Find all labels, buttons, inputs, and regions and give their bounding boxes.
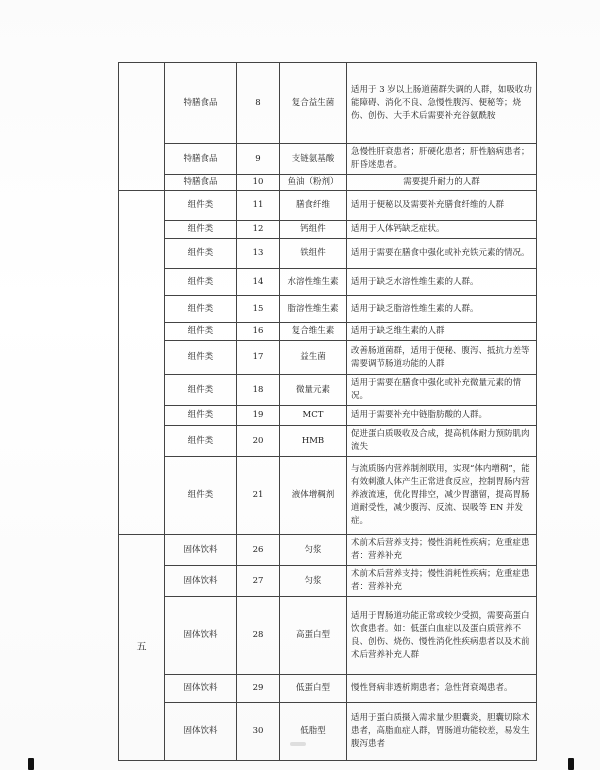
- table-row: [119, 675, 537, 703]
- number-cell: 27: [237, 566, 280, 597]
- product-name-cell: 微量元素: [280, 375, 347, 406]
- description-cell: 适用于需要在膳食中强化或补充铁元素的情况。: [347, 239, 537, 269]
- category-cell: 组件类: [165, 341, 237, 375]
- table-row: [119, 323, 537, 341]
- product-name-cell: 益生菌: [280, 341, 347, 375]
- category-cell: 固体饮料: [165, 675, 237, 703]
- table-row: [119, 144, 537, 175]
- product-name-cell: 匀浆: [280, 566, 347, 597]
- number-cell: 8: [237, 63, 280, 144]
- number-cell: 21: [237, 457, 280, 535]
- description-cell: 适用于缺乏水溶性维生素的人群。: [347, 269, 537, 296]
- product-name-cell: 低脂型: [280, 703, 347, 761]
- description-cell: 改善肠道菌群，适用于便秘、腹泻、抵抗力差等需要调节肠道功能的人群: [347, 341, 537, 375]
- product-name-cell: 低蛋白型: [280, 675, 347, 703]
- description-cell: 适用于缺乏脂溶性维生素的人群。: [347, 296, 537, 323]
- table-row: [119, 221, 537, 239]
- table-row: [119, 63, 537, 144]
- number-cell: 14: [237, 269, 280, 296]
- description-cell: 适用于需要在膳食中强化或补充微量元素的情况。: [347, 375, 537, 406]
- table-row: [119, 175, 537, 191]
- product-table: [118, 62, 537, 761]
- product-name-cell: HMB: [280, 426, 347, 457]
- section-cell-empty: [119, 191, 165, 535]
- number-cell: 10: [237, 175, 280, 191]
- product-name-cell: 复合益生菌: [280, 63, 347, 144]
- description-cell: 需要提升耐力的人群: [347, 175, 537, 191]
- description-cell: 促进蛋白质吸收及合成，提高机体耐力预防肌肉流失: [347, 426, 537, 457]
- table-row: [119, 426, 537, 457]
- number-cell: 18: [237, 375, 280, 406]
- table-row: [119, 566, 537, 597]
- category-cell: 组件类: [165, 323, 237, 341]
- product-name-cell: 钙组件: [280, 221, 347, 239]
- table-row: [119, 341, 537, 375]
- number-cell: 30: [237, 703, 280, 761]
- category-cell: 组件类: [165, 221, 237, 239]
- number-cell: 29: [237, 675, 280, 703]
- table-row: [119, 239, 537, 269]
- number-cell: 26: [237, 535, 280, 566]
- category-cell: 组件类: [165, 191, 237, 221]
- number-cell: 12: [237, 221, 280, 239]
- number-cell: 20: [237, 426, 280, 457]
- product-name-cell: 膳食纤维: [280, 191, 347, 221]
- description-cell: 适用于便秘以及需要补充膳食纤维的人群: [347, 191, 537, 221]
- product-name-cell: 鱼油（粉剂）: [280, 175, 347, 191]
- number-cell: 15: [237, 296, 280, 323]
- table-row: [119, 406, 537, 426]
- category-cell: 特膳食品: [165, 63, 237, 144]
- category-cell: 组件类: [165, 296, 237, 323]
- table-row: [119, 375, 537, 406]
- table-row: [119, 191, 537, 221]
- product-name-cell: 水溶性维生素: [280, 269, 347, 296]
- description-cell: 急慢性肝衰患者；肝硬化患者；肝性脑病患者；肝昏迷患者。: [347, 144, 537, 175]
- category-cell: 固体饮料: [165, 703, 237, 761]
- description-cell: 适用于人体钙缺乏症状。: [347, 221, 537, 239]
- category-cell: 组件类: [165, 426, 237, 457]
- category-cell: 特膳食品: [165, 175, 237, 191]
- number-cell: 13: [237, 239, 280, 269]
- description-cell: 适用于需要补充中链脂肪酸的人群。: [347, 406, 537, 426]
- category-cell: 组件类: [165, 239, 237, 269]
- number-cell: 9: [237, 144, 280, 175]
- description-cell: 术前术后营养支持；慢性消耗性疾病；危重症患者：营养补充: [347, 566, 537, 597]
- product-name-cell: MCT: [280, 406, 347, 426]
- category-cell: 特膳食品: [165, 144, 237, 175]
- section-cell-empty: [119, 63, 165, 191]
- scan-corner-mark-left: [28, 758, 34, 770]
- description-cell: 适用于 3 岁以上肠道菌群失调的人群，如吸收功能障碍、消化不良、急慢性腹泻、便秘等；烧伤、创伤、大手术后需要补充谷氨酰胺: [347, 63, 537, 144]
- description-cell: 适用于缺乏维生素的人群: [347, 323, 537, 341]
- category-cell: 固体饮料: [165, 597, 237, 675]
- scan-corner-mark-right: [568, 758, 574, 770]
- product-name-cell: 铁组件: [280, 239, 347, 269]
- category-cell: 组件类: [165, 269, 237, 296]
- product-name-cell: 脂溶性维生素: [280, 296, 347, 323]
- description-cell: 术前术后营养支持；慢性消耗性疾病；危重症患者：营养补充: [347, 535, 537, 566]
- category-cell: 组件类: [165, 406, 237, 426]
- product-name-cell: 液体增稠剂: [280, 457, 347, 535]
- product-name-cell: 复合维生素: [280, 323, 347, 341]
- scan-smudge: [290, 742, 306, 746]
- table-row: [119, 269, 537, 296]
- category-cell: 组件类: [165, 375, 237, 406]
- section-label: 五: [119, 535, 165, 761]
- number-cell: 16: [237, 323, 280, 341]
- table-row: [119, 457, 537, 535]
- description-cell: 慢性肾病非透析期患者；急性肾衰竭患者。: [347, 675, 537, 703]
- description-cell: 适用于蛋白质摄入需求量少胆囊炎，胆囊切除术患者，高脂血症人群，胃肠道功能较差，易发生腹泻患者: [347, 703, 537, 761]
- table-row: [119, 597, 537, 675]
- product-name-cell: 高蛋白型: [280, 597, 347, 675]
- table-row: [119, 703, 537, 761]
- category-cell: 固体饮料: [165, 566, 237, 597]
- number-cell: 17: [237, 341, 280, 375]
- description-cell: 适用于胃肠道功能正常或较少受损，需要高蛋白饮食患者。如：低蛋白血症以及蛋白质营养不良、创伤、烧伤、慢性消化性疾病患者以及术前术后营养补充人群: [347, 597, 537, 675]
- description-cell: 与流质肠内营养制剂联用，实现“体内增稠”，能有效刺激人体产生正常进食反应，控制胃肠内营养液流速，优化胃排空，减少胃潴留，提高胃肠道耐受性，减少腹泻、反流、误吸等 EN 并发症。: [347, 457, 537, 535]
- category-cell: 固体饮料: [165, 535, 237, 566]
- number-cell: 19: [237, 406, 280, 426]
- table-row: [119, 296, 537, 323]
- product-name-cell: 匀浆: [280, 535, 347, 566]
- product-name-cell: 支链氨基酸: [280, 144, 347, 175]
- number-cell: 11: [237, 191, 280, 221]
- category-cell: 组件类: [165, 457, 237, 535]
- number-cell: 28: [237, 597, 280, 675]
- table-row: [119, 535, 537, 566]
